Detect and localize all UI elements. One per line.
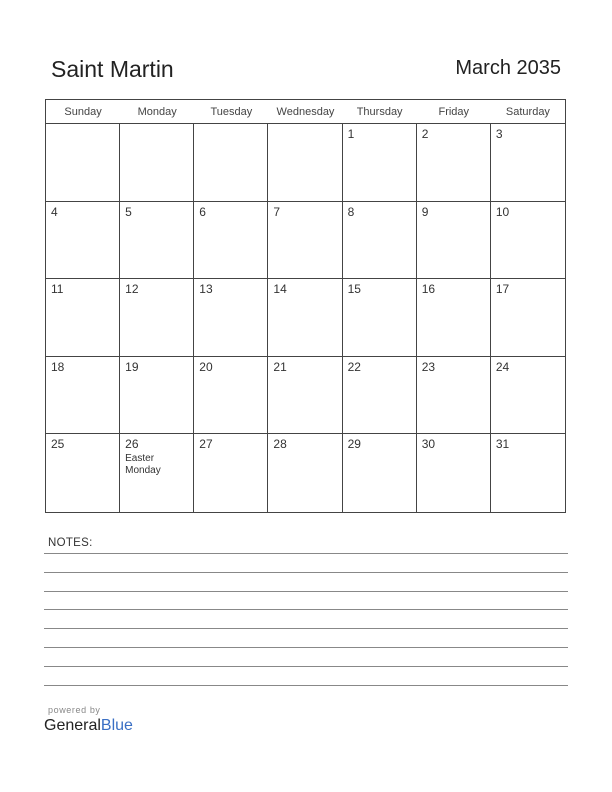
day-number: 15 (347, 282, 361, 297)
day-cell-20 (194, 357, 268, 435)
weekday-wednesday: Wednesday (276, 105, 335, 118)
notes-label: NOTES: (48, 537, 93, 549)
notes-line (44, 647, 568, 648)
day-cell-22 (343, 357, 417, 435)
day-number: 13 (199, 282, 213, 297)
day-number: 16 (421, 282, 436, 297)
day-cell-26 (120, 434, 194, 512)
notes-line (44, 553, 568, 554)
day-number: 27 (199, 437, 213, 452)
day-cell-1 (343, 124, 417, 202)
weekday-friday: Friday (438, 105, 470, 118)
day-cell-8 (343, 202, 417, 280)
brand-general: General (44, 717, 101, 734)
generalblue-logo (44, 717, 133, 735)
day-number: 30 (421, 437, 436, 452)
notes-line (44, 591, 568, 592)
day-number: 23 (421, 359, 436, 374)
day-number: 26 (125, 437, 139, 452)
day-cell-30 (417, 434, 491, 512)
day-number: 12 (125, 282, 139, 297)
day-number: 1 (347, 127, 355, 141)
day-cell-17 (491, 279, 565, 357)
day-cell-12 (120, 279, 194, 357)
notes-line (44, 666, 568, 667)
calendar-days (46, 124, 565, 512)
day-number: 6 (199, 204, 206, 219)
day-cell-21 (268, 357, 342, 435)
day-cell-3 (491, 124, 565, 202)
powered-by-label: powered by (48, 705, 101, 715)
day-cell-23 (417, 357, 491, 435)
weekday-saturday: Saturday (505, 105, 550, 118)
day-cell-19 (120, 357, 194, 435)
day-number: 10 (495, 204, 510, 219)
day-cell-7 (268, 202, 342, 280)
brand-blue: Blue (100, 717, 133, 734)
day-cell-27 (194, 434, 268, 512)
day-number: 25 (51, 437, 65, 452)
day-cell-14 (268, 279, 342, 357)
notes-line (44, 628, 568, 629)
empty-day-cell (268, 124, 342, 202)
day-cell-6 (194, 202, 268, 280)
empty-day-cell (194, 124, 268, 202)
day-cell-13 (194, 279, 268, 357)
notes-line (44, 572, 568, 573)
day-number: 3 (495, 127, 503, 141)
day-number: 11 (51, 282, 64, 297)
day-cell-5 (120, 202, 194, 280)
day-cell-11 (46, 279, 120, 357)
empty-day-cell (46, 124, 120, 202)
day-number: 24 (495, 359, 510, 374)
day-number: 19 (125, 359, 139, 374)
day-cell-29 (343, 434, 417, 512)
day-number: 2 (421, 127, 429, 141)
day-number: 31 (495, 437, 510, 452)
day-cell-28 (268, 434, 342, 512)
weekday-thursday: Thursday (356, 105, 403, 118)
day-cell-25 (46, 434, 120, 512)
day-cell-24 (491, 357, 565, 435)
day-cell-15 (343, 279, 417, 357)
day-number: 21 (273, 359, 287, 374)
day-number: 28 (273, 437, 287, 452)
weekday-monday: Monday (137, 105, 177, 118)
day-cell-9 (417, 202, 491, 280)
day-number: 29 (347, 437, 361, 452)
day-number: 5 (125, 204, 132, 219)
day-number: 20 (199, 359, 213, 374)
day-number: 22 (347, 359, 361, 374)
calendar-grid (45, 99, 566, 513)
weekday-header (46, 100, 565, 124)
weekday-sunday: Sunday (64, 105, 102, 118)
notes-line (44, 685, 568, 686)
empty-day-cell (120, 124, 194, 202)
day-number: 9 (421, 204, 429, 219)
day-cell-4 (46, 202, 120, 280)
weekday-tuesday: Tuesday (210, 105, 253, 118)
holiday-label: Easter Monday (125, 453, 161, 477)
day-cell-10 (491, 202, 565, 280)
page-title: Saint Martin (51, 56, 174, 82)
day-number: 18 (51, 359, 65, 374)
day-number: 14 (273, 282, 287, 297)
day-number: 7 (273, 204, 281, 219)
day-cell-18 (46, 357, 120, 435)
day-number: 4 (51, 204, 58, 219)
day-number: 8 (347, 204, 355, 219)
day-cell-31 (491, 434, 565, 512)
day-number: 17 (495, 282, 510, 297)
day-cell-16 (417, 279, 491, 357)
notes-line (44, 609, 568, 610)
day-cell-2 (417, 124, 491, 202)
month-year: March 2035 (455, 57, 561, 79)
